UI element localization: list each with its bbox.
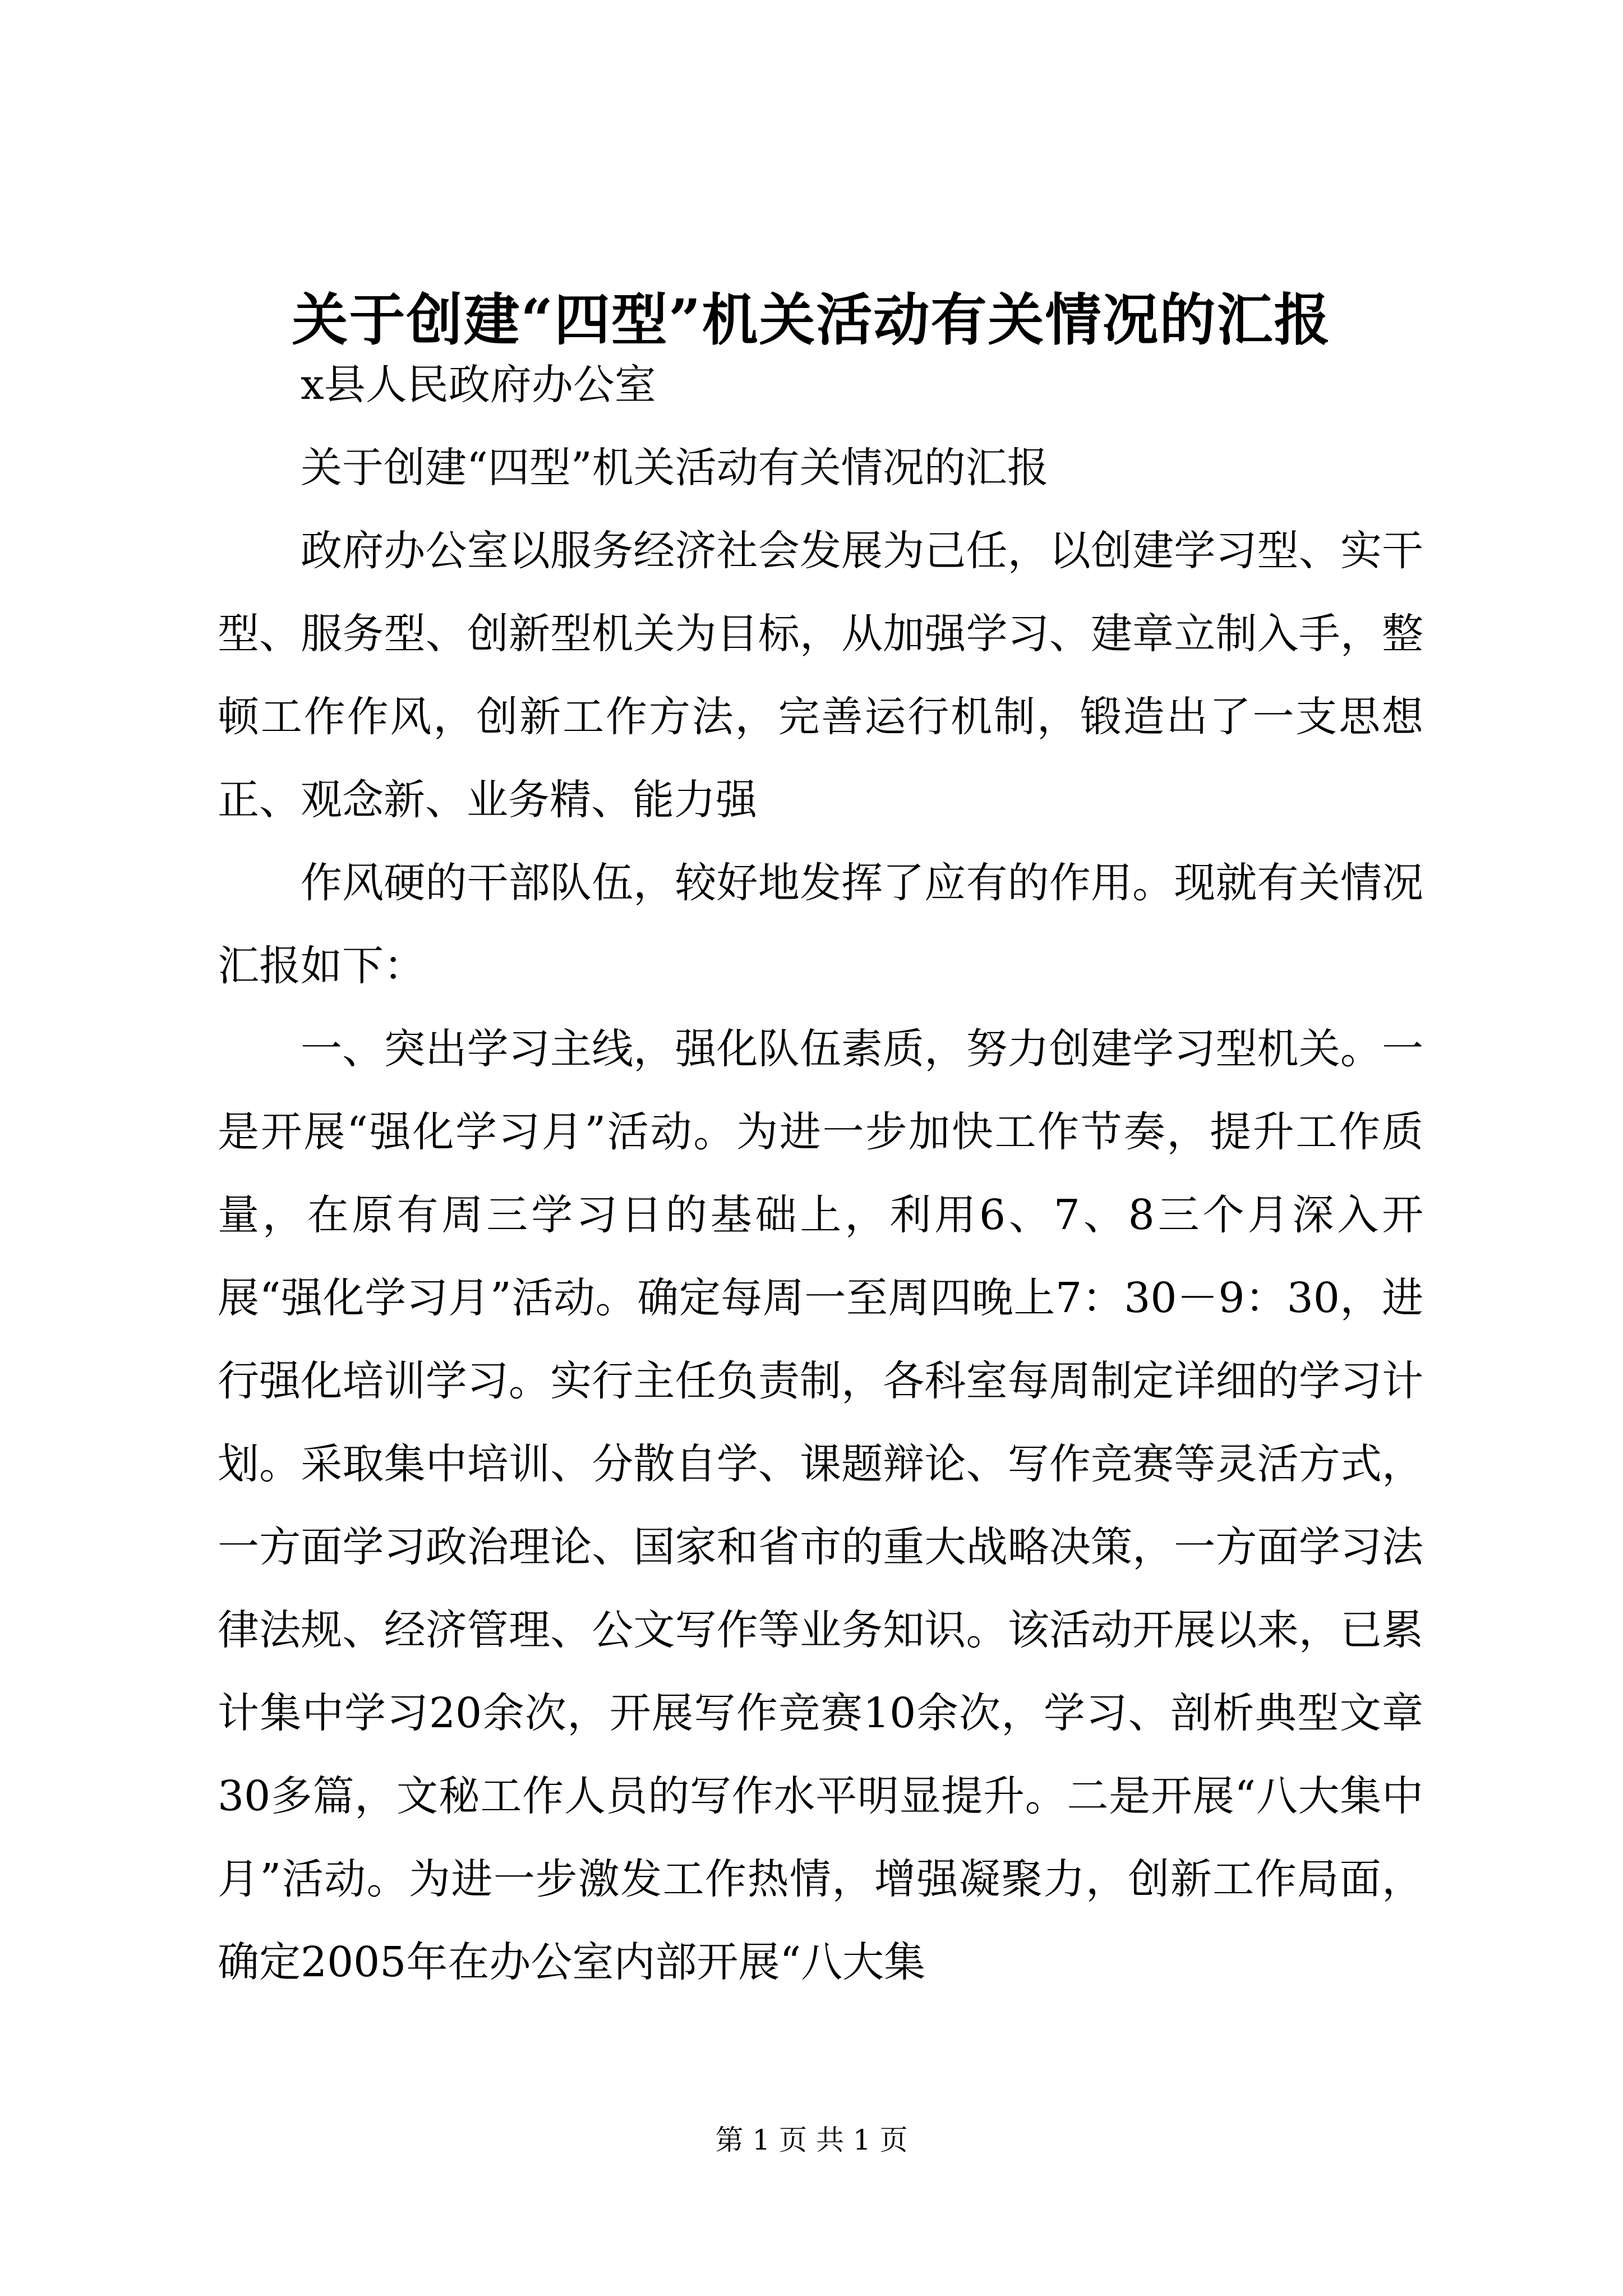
page-number-footer: 第 1 页 共 1 页 xyxy=(715,2124,908,2156)
subtitle-line: 关于创建“四型”机关活动有关情况的汇报 xyxy=(301,444,1049,492)
paragraph-intro-continued: 作风硬的干部队伍，较好地发挥了应有的作用。现就有关情况汇报如下： xyxy=(218,859,1423,990)
author-line: x县人民政府办公室 xyxy=(301,361,656,409)
paragraph-section-one: 一、突出学习主线，强化队伍素质，努力创建学习型机关。一是开展“强化学习月”活动。为进一步加快工作节奏，提升工作质量，在原有周三学习日的基础上，利用6、7、8三个月深入开展“强化学习月”活动。确定每周一至周四晚上7：30－9：30，进行强化培训学习。实行主任负责制，各科室每周制定详细的学习计划。采取集中培训、分散自学、课题辩论、写作竞赛等灵活方式，一方面学习政治理论、国家和省市的重大战略决策，一方面学习法律法规、经济管理、公文写作等业务知识。该活动开展以来，已累计集中学习20余次，开展写作竞赛10余次，学习、剖析典型文章30多篇，文秘工作人员的写作水平明显提升。二是开展“八大集中月”活动。为进一步激发工作热情，增强凝聚力，创新工作局面，确定2005年在办公室内部开展“八大集 xyxy=(218,1025,1423,1986)
paragraph-intro: 政府办公室以服务经济社会发展为己任，以创建学习型、实干型、服务型、创新型机关为目标，从加强学习、建章立制入手，整顿工作作风，创新工作方法，完善运行机制，锻造出了一支思想正、观念新、业务精、能力强 xyxy=(218,527,1423,824)
document-body xyxy=(218,343,1423,2004)
document-title: 关于创建“四型”机关活动有关情况的汇报 xyxy=(292,287,1331,353)
